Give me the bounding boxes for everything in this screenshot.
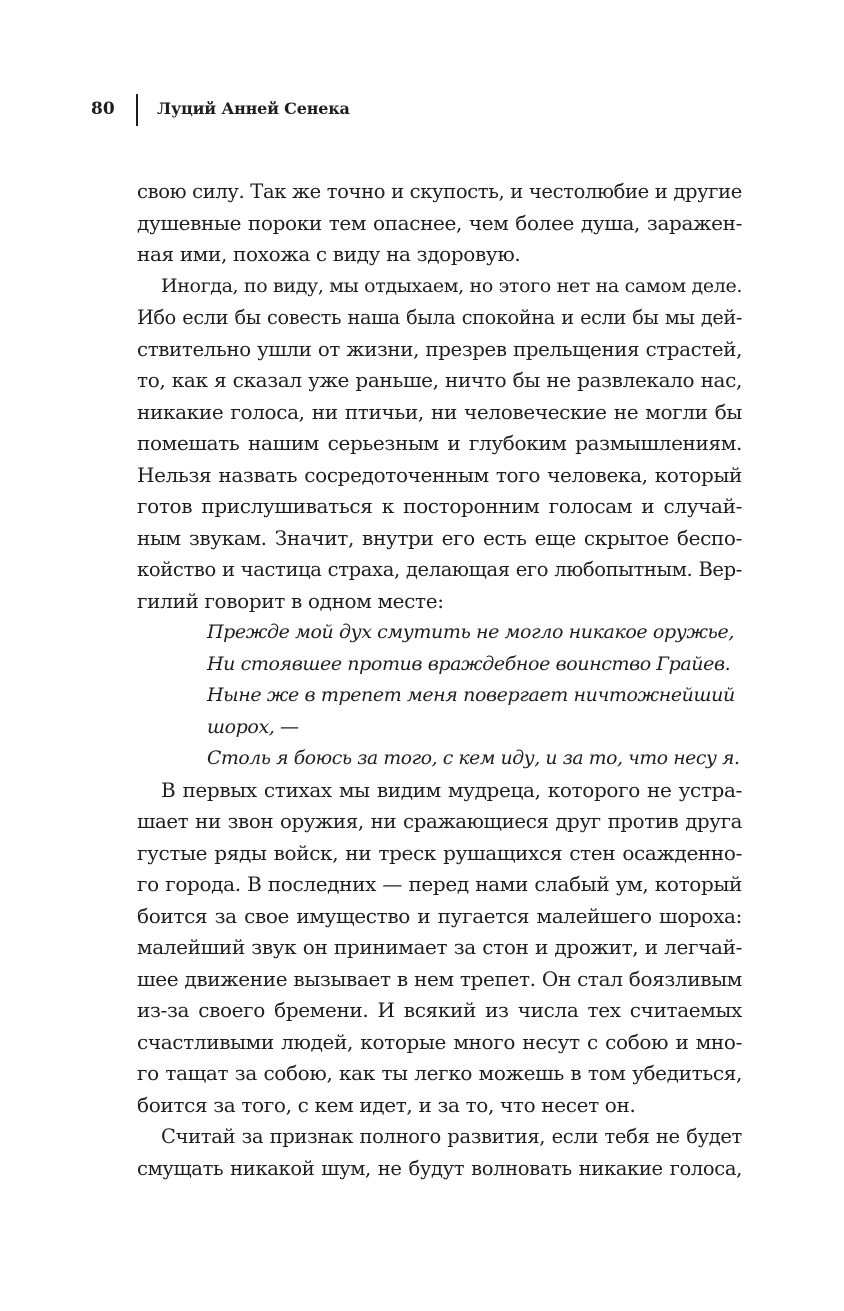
verse-line: Ныне же в трепет меня повергает ничтожнейший — [207, 684, 735, 706]
text-line: счастливыми людей, которые много несут с собою и мно- — [137, 1029, 742, 1054]
text-line: то, как я сказал уже раньше, ничто бы не развлекало нас, — [137, 368, 742, 392]
text-line: шее движение вызывает в нем трепет. Он стал боязливым — [137, 966, 742, 991]
text-line: помешать нашим серьезным и глубоким размышлениям. — [137, 431, 742, 455]
verse-line: Столь я боюсь за того, с кем иду, и за то, что несу я. — [207, 748, 740, 769]
text-line: В первых стихах мы видим мудреца, которого не устра- — [161, 777, 742, 802]
text-line: гилий говорит в одном месте: — [137, 588, 444, 613]
running-title: Луций Анней Сенека — [157, 99, 350, 118]
page-header — [0, 96, 844, 126]
text-line: боится за того, с кем идет, и за то, что несет он. — [137, 1092, 636, 1117]
text-line: свою силу. Так же точно и скупость, и честолюбие и другие — [137, 180, 742, 203]
text-line: из-за своего бремени. И всякий из числа тех считаемых — [137, 998, 742, 1022]
text-line: никакие голоса, ни птичьи, ни человеческие не могли бы — [137, 399, 742, 424]
text-line: готов прислушиваться к посторонним голосам и случай- — [137, 494, 742, 518]
text-line: го города. В последних — перед нами слабый ум, который — [137, 872, 742, 896]
text-line: Ибо если бы совесть наша была спокойна и если бы мы дей- — [137, 306, 742, 329]
verse-line: шорох, — — [207, 715, 299, 738]
text-line: ная ими, похожа с виду на здоровую. — [137, 242, 521, 266]
verse-line: Прежде мой дух смутить не могло никакое оружье, — [207, 621, 734, 643]
verse-line: Ни стоявшее против враждебное воинство Грайев. — [207, 652, 731, 675]
text-line: ным звукам. Значит, внутри его есть еще скрытое беспо- — [137, 525, 742, 550]
text-line: Считай за признак полного развития, если тебя не будет — [161, 1125, 742, 1148]
text-line: ствительно ушли от жизни, презрев прельщения страстей, — [137, 337, 742, 361]
text-line: душевные пороки тем опаснее, чем более душа, заражен- — [137, 210, 742, 235]
text-line: шает ни звон оружия, ни сражающиеся друг против друга — [137, 810, 742, 833]
page-number: 80 — [91, 99, 115, 119]
text-line: Нельзя назвать сосредоточенным того человека, который — [137, 462, 742, 487]
text-line: боится за свое имущество и пугается малейшего шороха: — [137, 903, 742, 928]
text-line: малейший звук он принимает за стон и дрожит, и легчай- — [137, 935, 742, 959]
text-line: койство и частица страха, делающая его любопытным. Вер- — [137, 558, 742, 581]
text-line: Иногда, по виду, мы отдыхаем, но этого нет на самом деле. — [161, 274, 743, 297]
header-divider — [136, 94, 138, 126]
text-line: го тащат за собою, как ты легко можешь в том убедиться, — [137, 1061, 742, 1085]
page-body — [137, 176, 742, 1184]
text-line: густые ряды войск, ни треск рушащихся стен осажденно- — [137, 840, 742, 865]
text-line: смущать никакой шум, не будут волновать никакие голоса, — [137, 1156, 742, 1180]
